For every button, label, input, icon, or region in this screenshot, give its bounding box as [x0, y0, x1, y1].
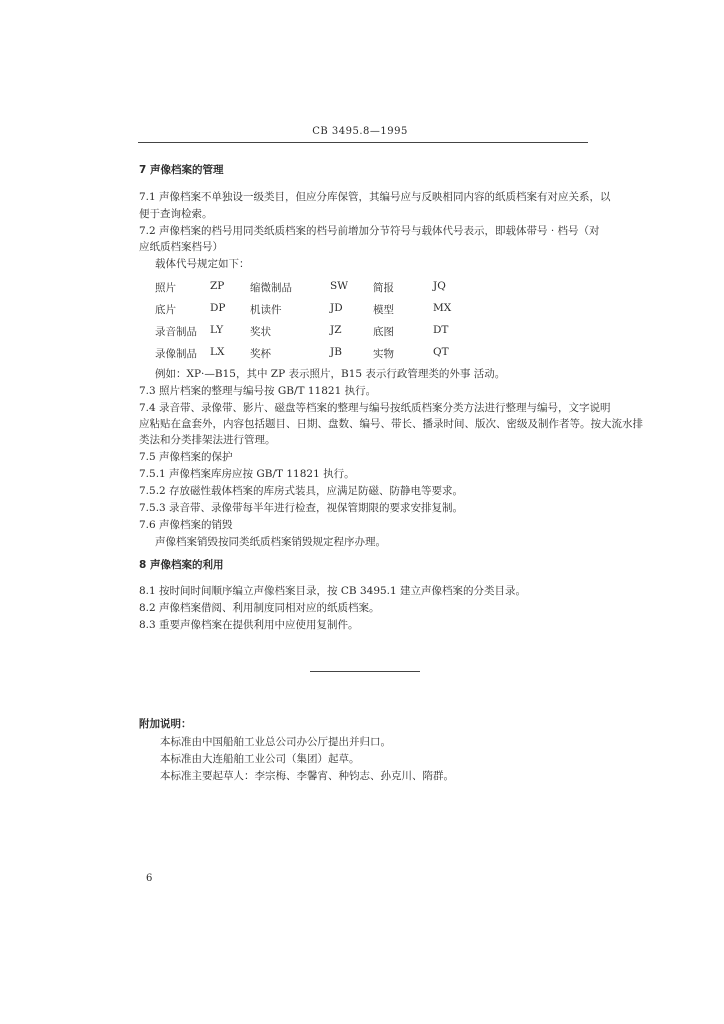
carrier-name: 模型 [373, 304, 394, 316]
standard-code-header: CB 3495.8—1995 [312, 126, 408, 137]
clause-8-1: 8.1 按时间时间顺序编立声像档案目录，按 CB 3495.1 建立声像档案的分类目录。 [139, 585, 527, 597]
carrier-code: JB [330, 346, 342, 358]
carrier-code: DT [433, 324, 449, 336]
carrier-name: 奖状 [250, 326, 271, 338]
additional-notes-title: 附加说明： [139, 718, 192, 730]
carrier-code: JQ [433, 280, 446, 292]
carrier-name: 录像制品 [155, 348, 197, 360]
clause-7-5-2: 7.5.2 存放磁性载体档案的库房式装具，应满足防磁、防静电等要求。 [139, 485, 464, 497]
example-note: 例如：XP·—B15，其中 ZP 表示照片，B15 表示行政管理类的外事 活动。 [155, 368, 506, 380]
carrier-code: DP [210, 302, 226, 314]
additional-note-2: 本标准由大连船舶工业公司（集团）起草。 [160, 753, 360, 765]
carrier-code: LX [210, 346, 225, 358]
carrier-name: 奖杯 [250, 348, 271, 360]
clause-7-4-line-2: 应粘贴在盒套外，内容包括题目、日期、盘数、编号、带长、播录时间、版次、密级及制作者等。按大流水排 [139, 418, 643, 430]
carrier-code: JD [330, 302, 343, 314]
page-number: 6 [146, 873, 153, 884]
clause-7-1-line-2: 便于查询检索。 [139, 208, 213, 220]
clause-7-4-line-1: 7.4 录音带、录像带、影片、磁盘等档案的整理与编号按纸质档案分类方法进行整理与编号，文字说明 [139, 402, 611, 414]
clause-8-3: 8.3 重要声像档案在提供利用中应使用复制件。 [139, 619, 359, 631]
clause-7-3: 7.3 照片档案的整理与编号按 GB/T 11821 执行。 [139, 385, 377, 397]
section-7-title: 7 声像档案的管理 [139, 164, 224, 176]
carrier-code: SW [330, 280, 348, 292]
carrier-name: 缩微制品 [250, 282, 292, 294]
clause-7-6: 7.6 声像档案的销毁 [139, 519, 233, 531]
carrier-name: 照片 [155, 282, 176, 294]
clause-7-6-body: 声像档案销毁按同类纸质档案销毁规定程序办理。 [155, 536, 386, 548]
additional-note-3: 本标准主要起草人：李宗梅、李馨宵、种钧志、孙克川、隋群。 [160, 770, 454, 782]
carrier-name: 简报 [373, 282, 394, 294]
section-8-title: 8 声像档案的利用 [139, 559, 224, 571]
carrier-name: 录音制品 [155, 326, 197, 338]
header-rule [138, 142, 588, 143]
carrier-code: QT [433, 346, 449, 358]
carrier-name: 底片 [155, 304, 176, 316]
clause-7-5-1: 7.5.1 声像档案库房应按 GB/T 11821 执行。 [139, 468, 355, 480]
carrier-code: ZP [210, 280, 225, 292]
end-separator-rule [310, 671, 420, 672]
clause-7-1-line-1: 7.1 声像档案不单独设一级类目，但应分库保管，其编号应与反映相同内容的纸质档案有对应关系，以 [139, 191, 611, 203]
carrier-name: 实物 [373, 348, 394, 360]
clause-8-2: 8.2 声像档案借阅、利用制度同相对应的纸质档案。 [139, 602, 380, 614]
carrier-name: 底图 [373, 326, 394, 338]
clause-7-5: 7.5 声像档案的保护 [139, 451, 233, 463]
clause-7-5-3: 7.5.3 录音带、录像带每半年进行检查，视保管期限的要求安排复制。 [139, 502, 464, 514]
additional-note-1: 本标准由中国船舶工业总公司办公厅提出并归口。 [160, 736, 391, 748]
clause-7-2-line-1: 7.2 声像档案的档号用同类纸质档案的档号前增加分节符号与载体代号表示，即载体带号 · 档号（对 [139, 225, 600, 237]
carrier-code: LY [210, 324, 224, 336]
clause-7-2-line-2: 应纸质档案档号） [139, 241, 223, 253]
carrier-name: 机读件 [250, 304, 282, 316]
carrier-code-intro: 载体代号规定如下： [155, 258, 250, 270]
clause-7-4-line-3: 类法和分类排架法进行管理。 [139, 434, 276, 446]
carrier-code: MX [433, 302, 452, 314]
carrier-code: JZ [330, 324, 342, 336]
